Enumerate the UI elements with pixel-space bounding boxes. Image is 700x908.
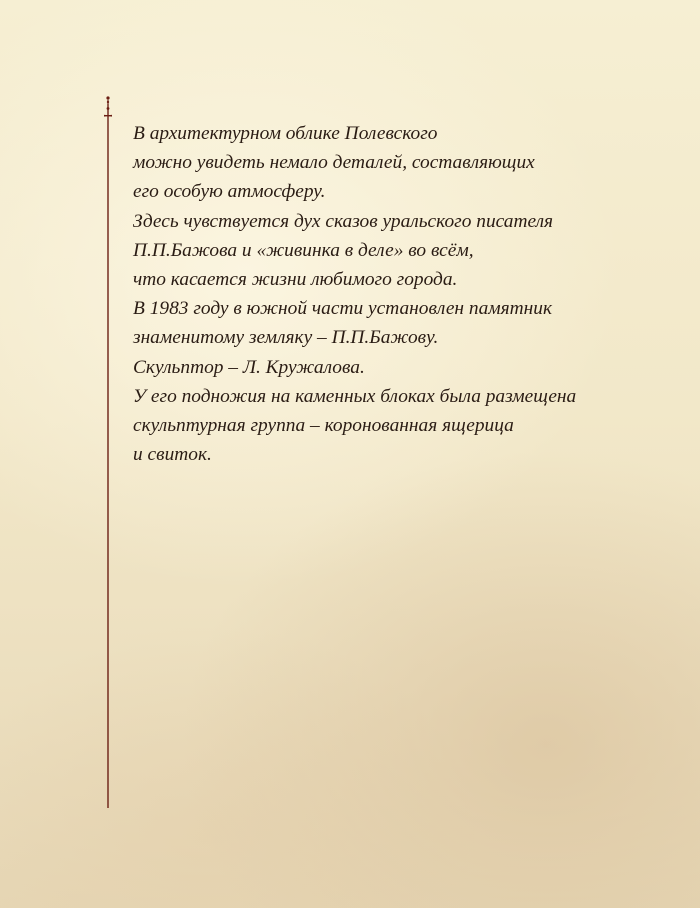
text-line: знаменитому земляку – П.П.Бажову.	[133, 327, 439, 349]
text-line: и свиток.	[133, 444, 212, 466]
text-line: У его подножия на каменных блоках была размещена	[133, 385, 577, 407]
text-line: его особую атмосферу.	[133, 181, 326, 203]
text-line: Здесь чувствуется дух сказов уральского писателя	[133, 210, 554, 232]
text-line: В архитектурном облике Полевского	[133, 123, 438, 144]
text-line: В 1983 году в южной части установлен памятник	[133, 298, 553, 320]
body-paragraph	[133, 119, 673, 469]
text-line: можно увидеть немало деталей, составляющих	[133, 152, 535, 174]
text-line: П.П.Бажова и «живинка в деле» во всём,	[133, 239, 474, 261]
text-line: Скульптор – Л. Кружалова.	[133, 356, 365, 378]
ornamental-divider-line	[104, 96, 112, 808]
text-line: скульптурная группа – коронованная ящерица	[133, 415, 514, 437]
text-line: что касается жизни любимого города.	[133, 269, 458, 291]
